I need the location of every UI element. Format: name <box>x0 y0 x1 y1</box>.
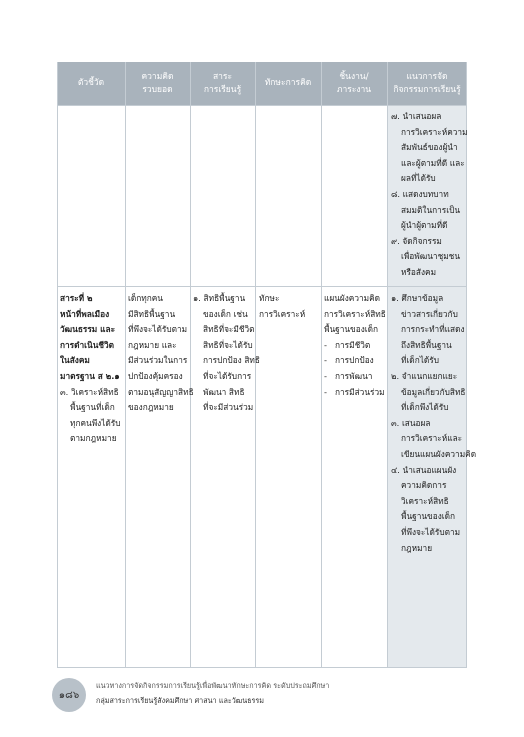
content-line: สิทธิที่จะมีชีวิต <box>203 324 255 335</box>
header-work <box>321 62 387 105</box>
work-item-text: การพัฒนา <box>335 370 373 381</box>
indicator-line: วัฒนธรรม และ <box>60 324 116 335</box>
activity-line: ผู้นำผู้ตามที่ดี <box>401 220 448 231</box>
activity-line: ข่าวสารเกี่ยวกับ <box>401 308 458 319</box>
row2-indicator <box>60 291 121 447</box>
activity-line: ๒. จำแนกแยกแยะ <box>391 370 458 381</box>
work-item-text: การมีส่วนร่วม <box>335 386 385 397</box>
header-text: สาระ <box>212 71 233 82</box>
header-skills <box>255 62 321 105</box>
header-text: ความคิด <box>141 71 174 82</box>
activity-line: ผลที่ได้รับ <box>401 173 436 184</box>
activity-line: ๘. แสดงบทบาท <box>391 188 449 199</box>
concept-line: มีส่วนร่วมในการ <box>128 355 188 366</box>
footer-book-title: แนวทางการจัดกิจกรรมการเรียนรู้เพื่อพัฒนาทักษะการคิด ระดับประถมศึกษา <box>96 681 330 690</box>
content-line: ที่จะได้รับการ <box>203 370 252 381</box>
indicator-line: หน้าที่พลเมือง <box>60 308 110 319</box>
content-line: พัฒนา สิทธิ <box>203 386 245 397</box>
header-text: แนวการจัด <box>406 71 448 82</box>
activity-line: ความคิดการ <box>401 480 447 491</box>
concept-line: กฎหมาย และ <box>128 339 177 350</box>
work-line: การวิเคราะห์สิทธิ <box>324 308 386 319</box>
header-content <box>190 62 255 105</box>
activity-line: ที่พึงจะได้รับตาม <box>401 526 461 537</box>
content-line: ๑. สิทธิพื้นฐาน <box>193 293 246 303</box>
row-divider <box>57 286 467 287</box>
activity-line: ๑. ศึกษาข้อมูล <box>391 293 444 303</box>
activity-line: ข้อมูลเกี่ยวกับสิทธิ <box>401 386 466 397</box>
row1-activities <box>391 109 468 281</box>
activity-line: ๗. นำเสนอผล <box>391 111 442 121</box>
activity-line: หรือสังคม <box>401 266 437 277</box>
work-item-text: การปกป้อง <box>335 355 374 366</box>
concept-line: ตามอนุสัญญาสิทธิ <box>128 386 194 397</box>
curriculum-table <box>57 62 477 668</box>
header-text: การเรียนรู้ <box>203 84 242 95</box>
activity-line: พื้นฐานของเด็ก <box>401 511 456 522</box>
content-line: ของเด็ก เช่น <box>203 308 248 319</box>
activity-line: ๔. นำเสนอแผนผัง <box>391 464 457 475</box>
grid-line <box>57 105 467 106</box>
indicator-line: การดำเนินชีวิต <box>60 339 115 350</box>
content-line: ที่จะมีส่วนร่วม <box>203 402 254 413</box>
page-number: ๑๘๖ <box>58 689 80 701</box>
concept-line: เด็กทุกคน <box>128 293 163 303</box>
row2-work <box>324 291 386 400</box>
row2-skills <box>259 291 305 322</box>
activity-line: และผู้ตามที่ดี และ <box>401 157 465 168</box>
work-line: แผนผังความคิด <box>324 293 381 303</box>
header-concept <box>125 62 190 105</box>
concept-line: มีสิทธิพื้นฐาน <box>128 308 176 319</box>
concept-line: ของกฎหมาย <box>128 402 174 413</box>
indicator-line: ๓. วิเคราะห์สิทธิ <box>60 386 119 397</box>
indicator-line: พื้นฐานที่เด็ก <box>70 402 115 413</box>
indicator-line: ตามกฎหมาย <box>70 433 117 444</box>
activity-line: กฎหมาย <box>401 542 433 553</box>
activity-line: ที่เด็กพึงได้รับ <box>401 402 449 413</box>
activity-line: สัมพันธ์ของผู้นำ <box>401 142 458 153</box>
activity-line: การกระทำที่แสดง <box>401 324 465 335</box>
content-line: สิทธิที่จะได้รับ <box>203 339 253 350</box>
indicator-line: มาตรฐาน ส ๒.๑ <box>60 370 120 381</box>
activity-line: ๓. เสนอผล <box>391 417 431 428</box>
header-text: รวบยอด <box>142 84 173 95</box>
header-activities <box>387 62 467 105</box>
content-line: การปกป้อง สิทธิ <box>203 355 260 366</box>
work-line: พื้นฐานของเด็ก <box>324 324 379 335</box>
work-item-text: การมีชีวิต <box>335 339 371 350</box>
concept-line: ปกป้องคุ้มครอง <box>128 370 183 381</box>
work-item: - การปกป้อง <box>324 353 386 369</box>
work-item: - การมีชีวิต <box>324 338 386 354</box>
page-number-badge <box>52 678 86 712</box>
grid-line <box>125 62 126 668</box>
activity-line: ถึงสิทธิพื้นฐาน <box>401 339 452 350</box>
header-indicator <box>57 62 125 105</box>
grid-line <box>321 62 322 668</box>
row2-activities <box>391 291 476 556</box>
indicator-line: ทุกคนพึงได้รับ <box>70 417 121 428</box>
header-text: ทักษะการคิด <box>264 78 312 88</box>
activity-line: วิเคราะห์สิทธิ <box>401 495 449 506</box>
footer-subject-group: กลุ่มสาระการเรียนรู้สังคมศึกษา ศาสนา และวัฒนธรรม <box>96 696 265 705</box>
header-text: ตัวชี้วัด <box>77 78 105 88</box>
indicator-line: สาระที่ ๒ <box>60 293 93 303</box>
row2-concept <box>128 291 194 416</box>
indicator-line: ในสังคม <box>60 355 90 366</box>
activity-line: การวิเคราะห์และ <box>401 433 463 444</box>
header-text: ชิ้นงาน/ <box>339 71 369 82</box>
grid-line <box>57 667 467 668</box>
activity-line: การวิเคราะห์ความ <box>401 126 468 137</box>
grid-line <box>57 62 58 668</box>
activity-line: สมมติในการเป็น <box>401 204 461 215</box>
activity-line: ที่เด็กได้รับ <box>401 355 440 366</box>
skills-line: การวิเคราะห์ <box>259 308 306 319</box>
header-text: กิจกรรมการเรียนรู้ <box>393 84 461 95</box>
grid-line <box>387 62 388 668</box>
work-item: - การมีส่วนร่วม <box>324 385 386 401</box>
activity-line: เขียนแผนผังความคิด <box>401 448 477 459</box>
work-item: - การพัฒนา <box>324 369 386 385</box>
row2-content <box>193 291 260 416</box>
header-text: ภาระงาน <box>336 84 372 95</box>
concept-line: ที่พึงจะได้รับตาม <box>128 324 188 335</box>
activity-line: เพื่อพัฒนาชุมชน <box>401 251 460 262</box>
activity-line: ๙. จัดกิจกรรม <box>391 235 442 246</box>
skills-line: ทักษะ <box>259 293 280 303</box>
